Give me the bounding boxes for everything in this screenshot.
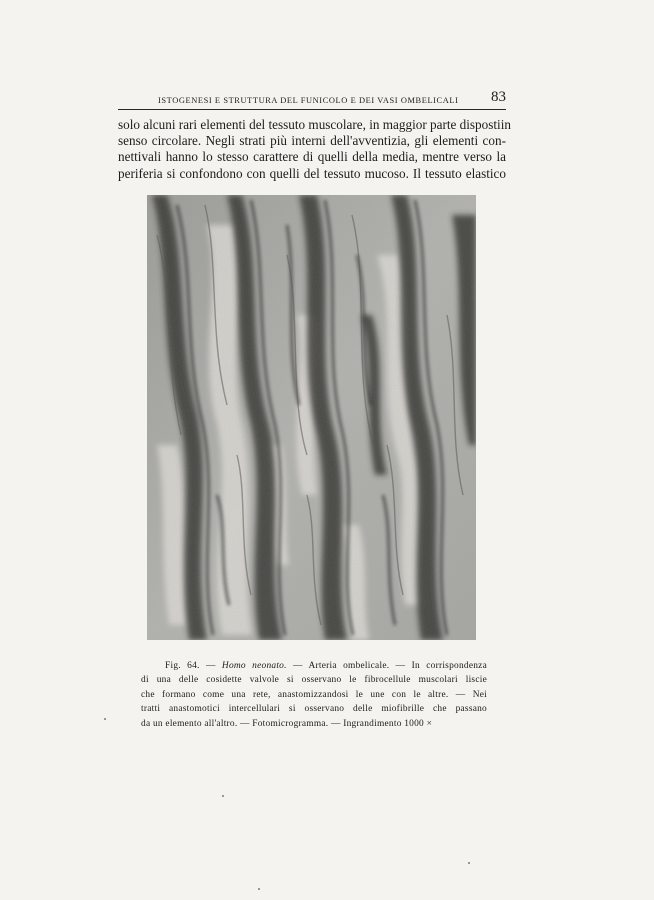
paper-speck	[104, 718, 106, 720]
photomicrograph-image	[147, 195, 476, 640]
body-line: periferia si confondono con quelli del tessuto mucoso. Il tessuto elastico	[118, 165, 506, 181]
species-name: Homo neonato.	[221, 661, 287, 671]
figure-photomicrograph	[147, 195, 476, 640]
caption-line: tratti anastomotici intercellulari si osservano delle miofibrille che passano	[141, 704, 487, 715]
body-line: nettivali hanno lo stesso carattere di quelli della media, mentre verso la	[118, 149, 506, 165]
caption-line-rest: — Arteria ombelicale. — In corrispondenza	[293, 661, 487, 671]
running-head	[118, 89, 506, 109]
caption-line: da un elemento all'altro. — Fotomicrogramma. — Ingrandimento 1000 ×	[141, 718, 433, 729]
paper-speck	[258, 888, 260, 890]
caption-line: di una delle cosidette valvole si osservano le fibrocellule muscolari liscie	[141, 675, 487, 686]
figure-caption	[141, 659, 487, 731]
paper-speck	[222, 795, 224, 797]
paper-speck	[468, 862, 470, 864]
page-number: 83	[491, 89, 506, 105]
caption-line: che formano come una rete, anastomizzandosi le une con le altre. — Nei	[141, 689, 487, 700]
body-line: senso circolare. Negli strati più interni dell'avventizia, gli elementi con-	[118, 133, 506, 149]
caption-line	[141, 659, 487, 673]
body-line: solo alcuni rari elementi del tessuto muscolare, in maggior parte dispostiin	[118, 117, 511, 132]
header-rule	[118, 109, 506, 110]
body-paragraph	[118, 117, 511, 182]
figure-label: Fig. 64. —	[165, 661, 216, 671]
running-title: ISTOGENESI E STRUTTURA DEL FUNICOLO E DEI VASI OMBELICALI	[158, 96, 459, 105]
